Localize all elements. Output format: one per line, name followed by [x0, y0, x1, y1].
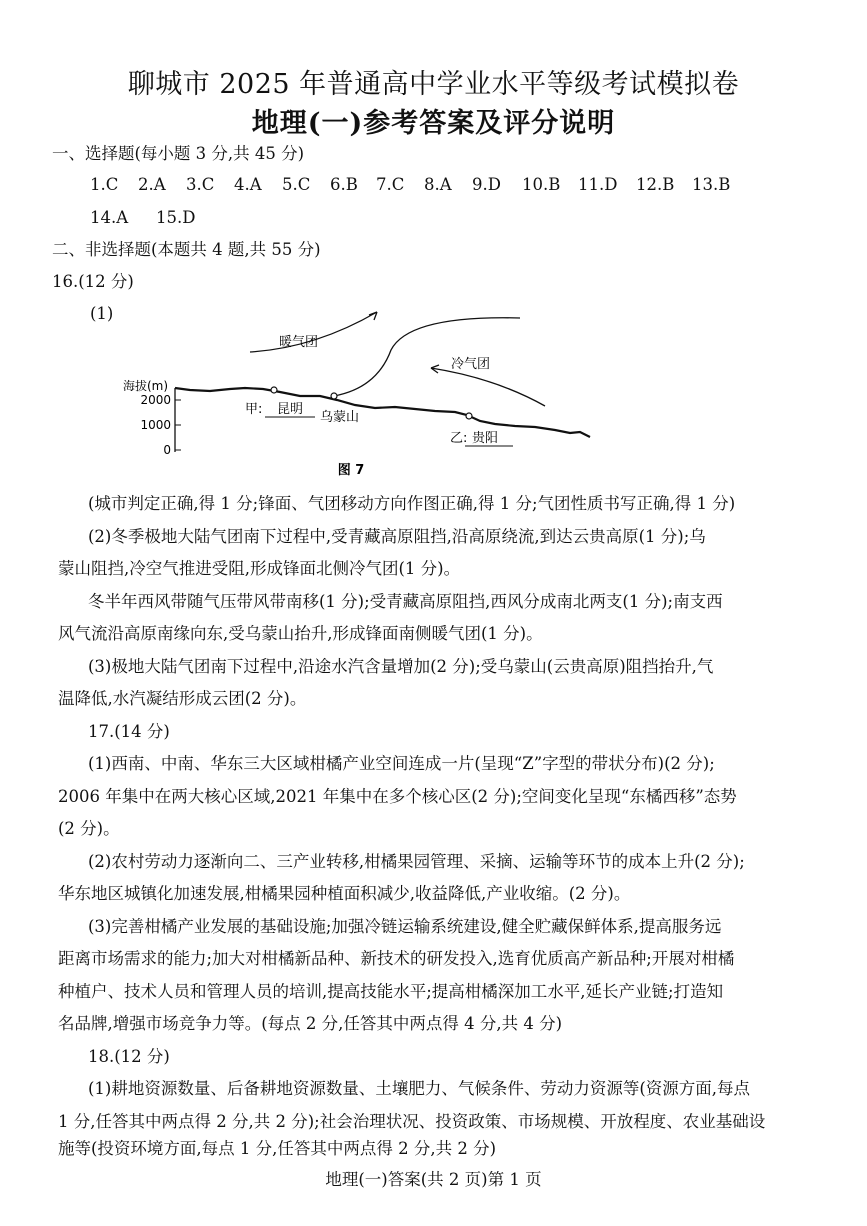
- city-marker: [271, 387, 277, 393]
- wumeng-label: 乌蒙山: [320, 410, 360, 425]
- exam-subtitle: 地理(一)参考答案及评分说明: [251, 108, 616, 139]
- q16-line: (3)极地大陆气团南下过程中,沿途水汽含量增加(2 分);受乌蒙山(云贵高原)阻挡抬升,气: [88, 657, 714, 676]
- front-marker: [331, 393, 337, 399]
- q18-line: 1 分,任答其中两点得 2 分,共 2 分);社会治理状况、投资政策、市场规模、开放程度、农业基础设: [58, 1112, 766, 1131]
- q17-line: 华东地区城镇化加速发展,柑橘果园种植面积减少,收益降低,产业收缩。(2 分)。: [58, 884, 631, 903]
- answer-item: 5.C: [282, 175, 311, 194]
- answer-item: 13.B: [692, 175, 731, 194]
- answer-item: 9.D: [472, 175, 501, 194]
- q16-line: (城市判定正确,得 1 分;锋面、气团移动方向作图正确,得 1 分;气团性质书写正确,得 1 分): [88, 494, 736, 513]
- answer-item: 3.C: [186, 175, 215, 194]
- answer-item: 12.B: [636, 175, 675, 194]
- warm-air-label: 暖气团: [279, 335, 319, 350]
- answer-item: 11.D: [578, 175, 618, 194]
- jia-label: 甲:: [245, 402, 263, 417]
- q17-line: 2006 年集中在两大核心区域,2021 年集中在多个核心区(2 分);空间变化呈现“东橘西移”态势: [58, 787, 737, 806]
- section2-heading: 二、非选择题(本题共 4 题,共 55 分): [52, 240, 321, 259]
- answer-item: 2.A: [138, 175, 166, 194]
- q16-sub1-label: (1): [90, 304, 114, 323]
- kunming-label: 昆明: [277, 402, 304, 417]
- cold-air-arrow: [431, 368, 545, 406]
- page-footer: 地理(一)答案(共 2 页)第 1 页: [325, 1170, 542, 1189]
- section1-heading: 一、选择题(每小题 3 分,共 45 分): [52, 144, 305, 163]
- answer-item: 8.A: [424, 175, 452, 194]
- tick-label: 0: [163, 443, 171, 457]
- tick-label: 1000: [140, 418, 171, 432]
- answer-item: 14.A: [90, 208, 129, 227]
- q17-line: (2)农村劳动力逐渐向二、三产业转移,柑橘果园管理、采摘、运输等环节的成本上升(2 分);: [88, 852, 745, 871]
- q16-heading: 16.(12 分): [52, 272, 134, 291]
- guiyang-label: 贵阳: [472, 431, 499, 446]
- q17-line: (3)完善柑橘产业发展的基础设施;加强冷链运输系统建设,健全贮藏保鲜体系,提高服务远: [88, 917, 722, 936]
- city-marker: [466, 413, 472, 419]
- answer-item: 7.C: [376, 175, 405, 194]
- q17-line: (2 分)。: [58, 819, 120, 838]
- q17-line: 名品牌,增强市场竞争力等。(每点 2 分,任答其中两点得 4 分,共 4 分): [58, 1014, 563, 1033]
- front-line: [334, 318, 520, 396]
- figure-caption: 图 7: [337, 463, 365, 478]
- q16-line: 温降低,水汽凝结形成云团(2 分)。: [58, 689, 307, 708]
- q16-line: 冬半年西风带随气压带风带南移(1 分);受青藏高原阻挡,西风分成南北两支(1 分);南支西: [88, 592, 723, 611]
- q16-line: 蒙山阻挡,冷空气推进受阻,形成锋面北侧冷气团(1 分)。: [58, 559, 461, 578]
- terrain-profile: [175, 388, 590, 437]
- yi-label: 乙:: [450, 431, 468, 446]
- q16-line: (2)冬季极地大陆气团南下过程中,受青藏高原阻挡,沿高原绕流,到达云贵高原(1 分);乌: [88, 527, 706, 546]
- q18-line: 施等(投资环境方面,每点 1 分,任答其中两点得 2 分,共 2 分): [58, 1139, 497, 1158]
- exam-title: 聊城市 2025 年普通高中学业水平等级考试模拟卷: [127, 69, 740, 100]
- answer-item: 10.B: [522, 175, 561, 194]
- q17-line: 距离市场需求的能力;加大对柑橘新品种、新技术的研发投入,选育优质高产新品种;开展对柑橘: [58, 949, 735, 968]
- q17-heading: 17.(14 分): [88, 722, 170, 741]
- cold-air-label: 冷气团: [451, 357, 491, 372]
- tick-label: 2000: [140, 393, 171, 407]
- figure-7-front-diagram: [115, 300, 635, 480]
- answer-item: 4.A: [234, 175, 262, 194]
- answer-item: 15.D: [156, 208, 196, 227]
- y-axis-label: 海拔(m): [123, 379, 169, 393]
- answer-item: 6.B: [330, 175, 358, 194]
- q18-line: (1)耕地资源数量、后备耕地资源数量、土壤肥力、气候条件、劳动力资源等(资源方面,每点: [88, 1079, 751, 1098]
- q17-line: 种植户、技术人员和管理人员的培训,提高技能水平;提高柑橘深加工水平,延长产业链;打造知: [58, 982, 724, 1001]
- q18-heading: 18.(12 分): [88, 1047, 170, 1066]
- q16-line: 风气流沿高原南缘向东,受乌蒙山抬升,形成锋面南侧暖气团(1 分)。: [58, 624, 543, 643]
- q17-line: (1)西南、中南、华东三大区域柑橘产业空间连成一片(呈现“Z”字型的带状分布)(2 分);: [88, 754, 715, 773]
- answer-item: 1.C: [90, 175, 119, 194]
